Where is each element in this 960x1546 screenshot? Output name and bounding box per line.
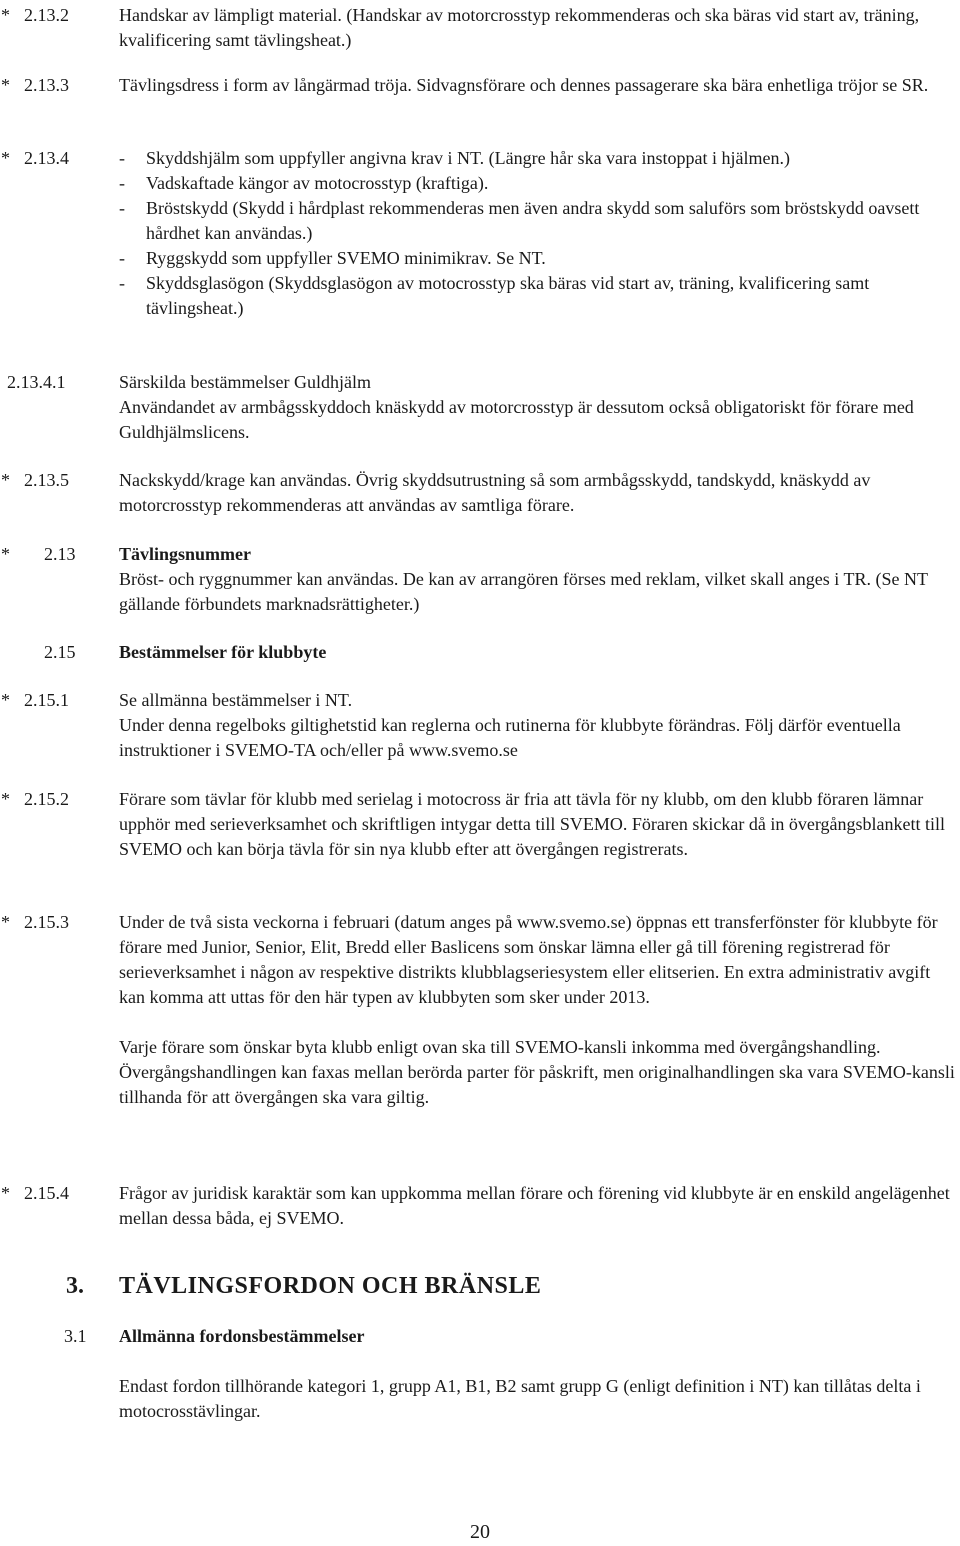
section-heading: Allmänna fordonsbestämmelser <box>119 1326 365 1346</box>
bullet-list <box>119 146 956 321</box>
section-text: Handskar av lämpligt material. (Handskar av motorcrosstyp rekommenderas och ska bäras vid start av, träning, kvalificering samt tävlingsheat.) <box>119 5 920 50</box>
section-number: 2.13.2 <box>24 5 69 25</box>
change-marker: * <box>1 5 10 25</box>
section-number: 2.15.2 <box>24 789 69 809</box>
section-text: Under de två sista veckorna i februari (datum anges på www.svemo.se) öppnas ett transferfönster för klubbyte för förare med Junior, Senior, Elit, Bredd eller Baslicens som önskar lämna eller gå till förening registrerad för serieverksamhet i någon av respektive distrikts klubblagseriesystem eller elitserien. En extra administrativ avgift kan komma att uttas för den här typen av klubbyten som sker under 2013. Varje förare som önskar byta klubb enligt ovan ska till SVEMO-kansli inkomma med övergångshandling. Övergångshandlingen kan faxas mellan berörda parter för påskrift, men originalhandlingen ska vara SVEMO-kansli tillhanda för att övergången ska vara giltig. <box>119 912 955 1107</box>
section-heading: Bestämmelser för klubbyte <box>119 642 327 662</box>
change-marker: * <box>1 690 10 710</box>
section-number: 2.13.5 <box>24 470 69 490</box>
section-number: 2.13.4 <box>24 148 69 168</box>
section-number: 2.15.1 <box>24 690 69 710</box>
section-number: 3.1 <box>64 1326 87 1346</box>
section-text: Se allmänna bestämmelser i NT. Under denna regelboks giltighetstid kan reglerna och rutinerna för klubbyte förändras. Följ därför eventuella instruktioner i SVEMO-TA och/eller på www.svemo.se <box>119 690 901 760</box>
section-number: 2.15.4 <box>24 1183 69 1203</box>
change-marker: * <box>1 544 10 564</box>
change-marker: * <box>1 912 10 932</box>
section-text: Särskilda bestämmelser Guldhjälm Användandet av armbågsskyddoch knäskydd av motorcrosstyp är dessutom också obligatoriskt för förare med Guldhjälmslicens. <box>119 372 914 442</box>
section-text: Förare som tävlar för klubb med serielag i motocross är fria att tävla för ny klubb, om den klubb föraren lämnar upphör med serieverksamhet och skriftligen intygar detta till SVEMO. Föraren skickar då in övergångsblankett till SVEMO och kan börja tävla för sin nya klubb efter att övergången registrerats. <box>119 789 945 859</box>
section-text: Allmänna fordonsbestämmelser Endast fordon tillhörande kategori 1, grupp A1, B1, B2 samt grupp G (enligt definition i NT) kan tillåtas delta i motocrosstävlingar. <box>119 1324 956 1424</box>
section-text: Tävlingsnummer Bröst- och ryggnummer kan användas. De kan av arrangören förses med reklam, vilket skall anges i TR. (Se NT gällande förbundets marknadsrättigheter.) <box>119 542 956 617</box>
change-marker: * <box>1 148 10 168</box>
section-text: Tävlingsdress i form av långärmad tröja. Sidvagnsförare och dennes passagerare ska bära enhetliga tröjor se SR. <box>119 75 929 95</box>
section-number: 2.13 <box>44 544 76 564</box>
change-marker: * <box>1 470 10 490</box>
section-text <box>119 640 956 665</box>
list-item: - Skyddshjälm som uppfyller angivna krav i NT. (Längre hår ska vara instoppat i hjälmen.) <box>119 148 791 168</box>
chapter-number: 3. <box>66 1273 84 1299</box>
section-number: 2.15 <box>44 642 76 662</box>
chapter-title: TÄVLINGSFORDON OCH BRÄNSLE <box>119 1273 542 1299</box>
list-item: - Vadskaftade kängor av motocrosstyp (kraftiga). <box>119 173 489 193</box>
section-text: Nackskydd/krage kan användas. Övrig skyddsutrustning så som armbågsskydd, tandskydd, knäskydd av motorcrosstyp rekommenderas att användas av samtliga förare. <box>119 470 871 515</box>
section-number: 2.13.4.1 <box>7 372 66 392</box>
list-item: - Ryggskydd som uppfyller SVEMO minimikrav. Se NT. <box>119 248 546 268</box>
change-marker: * <box>1 75 10 95</box>
change-marker: * <box>1 789 10 809</box>
list-item: - Skyddsglasögon (Skyddsglasögon av motocrosstyp ska bäras vid start av, träning, kvalificering samt tävlingsheat.) <box>119 273 870 318</box>
change-marker: * <box>1 1183 10 1203</box>
list-item: - Bröstskydd (Skydd i hårdplast rekommenderas men även andra skydd som saluförs som bröstskydd oavsett hårdhet kan användas.) <box>119 198 920 243</box>
section-heading: Tävlingsnummer <box>119 544 252 564</box>
page-number: 20 <box>470 1521 490 1543</box>
section-number: 2.13.3 <box>24 75 69 95</box>
section-text: Frågor av juridisk karaktär som kan uppkomma mellan förare och förening vid klubbyte är en enskild angelägenhet mellan dessa båda, ej SVEMO. <box>119 1183 950 1228</box>
section-number: 2.15.3 <box>24 912 69 932</box>
